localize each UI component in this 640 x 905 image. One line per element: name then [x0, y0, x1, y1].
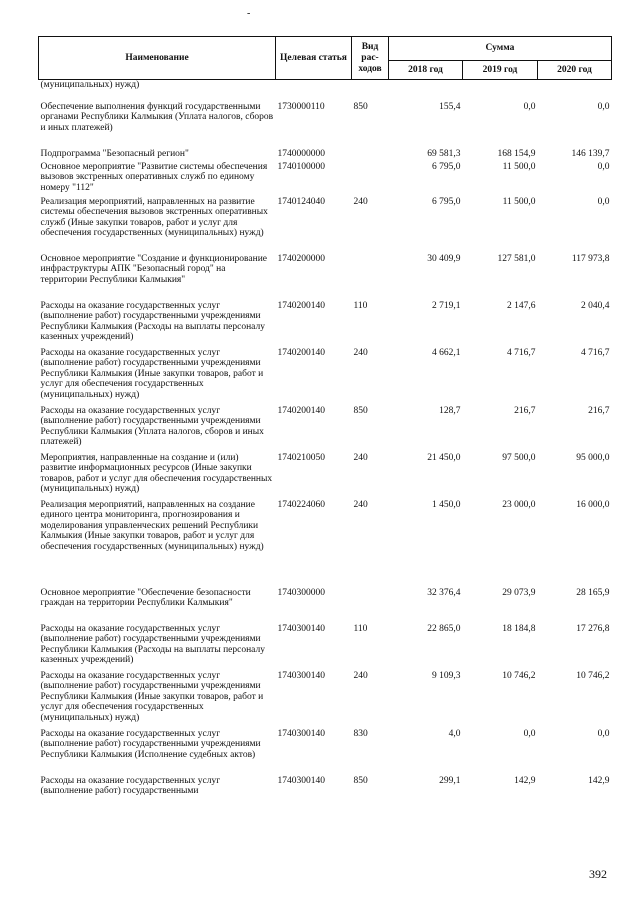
- row-expense-type: [352, 588, 389, 624]
- row-expense-type: 850: [353, 405, 368, 416]
- row-2019: 4 716,7: [507, 347, 536, 358]
- header-year-2020: 2020 год: [538, 61, 612, 80]
- table-row: [39, 254, 612, 301]
- budget-table: [38, 36, 612, 800]
- row-code: 1740210050: [277, 452, 325, 463]
- row-2019: 23 000,0: [502, 499, 536, 510]
- row-name: Мероприятия, направленные на создание и (или) развитие информационных ресурсов (Иные закупки товаров, работ и услуг для обеспечения государственных (муниципальных) нужд): [40, 452, 273, 494]
- row-expense-type: 240: [353, 499, 368, 510]
- row-name: Основное мероприятие "Создание и функционирование инфраструктуры АПК "Безопасный город" на территории Республики Калмыкия": [40, 253, 268, 285]
- table-row: [39, 500, 612, 588]
- row-2020: 2 040,4: [581, 300, 610, 311]
- header-year-2018: 2018 год: [389, 61, 463, 80]
- row-2020: [538, 80, 612, 102]
- row-2018: 6 795,0: [432, 161, 461, 172]
- row-2020: 0,0: [597, 101, 610, 112]
- row-2020: 146 139,7: [571, 148, 610, 159]
- row-2018: 30 409,9: [427, 253, 461, 264]
- row-expense-type: 850: [353, 775, 368, 786]
- row-code: 1740200140: [277, 300, 325, 311]
- top-mark: -: [247, 8, 251, 19]
- row-2019: 29 073,9: [502, 587, 536, 598]
- row-2020: 0,0: [597, 196, 610, 207]
- row-2018: [389, 80, 463, 102]
- row-code: 1740300140: [277, 670, 325, 681]
- row-code: 1740300140: [277, 623, 325, 634]
- row-expense-type: [352, 254, 389, 301]
- row-2019: 10 746,2: [502, 670, 536, 681]
- row-code: 1740200000: [277, 253, 325, 264]
- row-2019: 168 154,9: [497, 148, 536, 159]
- row-2018: 6 795,0: [432, 196, 461, 207]
- row-code: 1740200140: [277, 405, 325, 416]
- row-code: 1740300140: [277, 728, 325, 739]
- row-2018: 128,7: [439, 405, 461, 416]
- row-expense-type: 830: [353, 728, 368, 739]
- row-code: 1740300140: [277, 775, 325, 786]
- row-2018: 2 719,1: [432, 300, 461, 311]
- table-row: [39, 348, 612, 406]
- row-name: Расходы на оказание государственных услуг (выполнение работ) государственными учреждениями Республики Калмыкия (Исполнение судебных актов): [40, 728, 261, 760]
- table-row: [39, 624, 612, 671]
- row-2019: 2 147,6: [507, 300, 536, 311]
- row-expense-type: 240: [353, 452, 368, 463]
- row-name: Реализация мероприятий, направленных на создание единого центра мониторинга, прогнозирования и моделирования управленческих решений Республики Калмыкия (Иные закупки товаров, работ и услуг для обеспечения государственных (муниципальных) нужд): [40, 499, 264, 552]
- row-2020: 95 000,0: [576, 452, 610, 463]
- row-2019: 0,0: [523, 728, 536, 739]
- row-name: Расходы на оказание государственных услуг (выполнение работ) государственными учреждениями Республики Калмыкия (Расходы на выплаты персоналу казенных учреждений): [40, 623, 265, 665]
- row-2018: 69 581,3: [427, 148, 461, 159]
- row-expense-type: 110: [353, 623, 368, 634]
- row-expense-type: [352, 80, 389, 102]
- header-expense-type: Вид рас-ходов: [352, 37, 389, 80]
- table-row: [39, 671, 612, 729]
- table-row: [39, 588, 612, 624]
- header-target-article: Целевая статья: [276, 37, 352, 80]
- row-expense-type: 850: [353, 101, 368, 112]
- row-2019: 0,0: [523, 101, 536, 112]
- row-2019: 11 500,0: [502, 196, 536, 207]
- row-2019: 216,7: [514, 405, 536, 416]
- row-2019: 11 500,0: [502, 161, 536, 172]
- row-2018: 4,0: [448, 728, 461, 739]
- table-row: [39, 149, 612, 162]
- table-row: [39, 301, 612, 348]
- row-code: 1740300000: [277, 587, 325, 598]
- row-code: 1740200140: [277, 347, 325, 358]
- row-2019: [463, 80, 538, 102]
- table-row: [39, 406, 612, 453]
- row-name: (муниципальных) нужд): [40, 80, 140, 90]
- row-name: Расходы на оказание государственных услуг (выполнение работ) государственными: [40, 775, 221, 796]
- row-name: Основное мероприятие "Обеспечение безопасности граждан на территории Республики Калмыкия": [40, 587, 251, 608]
- row-2020: 117 973,8: [571, 253, 610, 264]
- row-2018: 21 450,0: [427, 452, 461, 463]
- row-2018: 1 450,0: [432, 499, 461, 510]
- row-code: 1740000000: [277, 148, 325, 159]
- header-sum: Сумма: [389, 37, 612, 61]
- row-2020: 16 000,0: [576, 499, 610, 510]
- row-2020: 10 746,2: [576, 670, 610, 681]
- row-expense-type: [352, 162, 389, 197]
- row-2019: 127 581,0: [497, 253, 536, 264]
- row-expense-type: 240: [353, 196, 368, 207]
- row-code: 1740124040: [277, 196, 325, 207]
- row-2020: 142,9: [588, 775, 610, 786]
- page-number: 392: [589, 867, 607, 881]
- row-2019: 18 184,8: [502, 623, 536, 634]
- row-2020: 0,0: [597, 728, 610, 739]
- header-name: Наименование: [39, 37, 276, 80]
- row-code: 1740100000: [277, 161, 325, 172]
- row-2018: 32 376,4: [427, 587, 461, 598]
- table-row: [39, 102, 612, 149]
- row-name: Основное мероприятие "Развитие системы обеспечения вызовов экстренных оперативных служб по единому номеру "112": [40, 161, 268, 193]
- row-expense-type: 240: [353, 670, 368, 681]
- row-2020: 28 165,9: [576, 587, 610, 598]
- row-code: 1740224060: [277, 499, 325, 510]
- row-code: [276, 80, 352, 102]
- table-row: [39, 453, 612, 500]
- row-name: Расходы на оказание государственных услуг (выполнение работ) государственными учреждениями Республики Калмыкия (Уплата налогов, сборов и иных платежей): [40, 405, 264, 447]
- row-expense-type: 110: [353, 300, 368, 311]
- row-name: Расходы на оказание государственных услуг (выполнение работ) государственными учреждениями Республики Калмыкия (Иные закупки товаров, работ и услуг для обеспечения государственных (муниципальных) нужд): [40, 347, 264, 400]
- table-row: [39, 197, 612, 254]
- row-2020: 216,7: [588, 405, 610, 416]
- table-row: [39, 729, 612, 776]
- row-name: Реализация мероприятий, направленных на развитие системы обеспечения вызовов экстренных оперативных служб (Иные закупки товаров, работ и услуг для обеспечения государственных (муниципальных) нужд): [40, 196, 268, 238]
- row-2019: 97 500,0: [502, 452, 536, 463]
- table-row: [39, 162, 612, 197]
- row-name: Обеспечение выполнения функций государственными органами Республики Калмыкия (Уплата налогов, сборов и иных платежей): [40, 101, 274, 133]
- row-2020: 0,0: [597, 161, 610, 172]
- row-expense-type: [352, 149, 389, 162]
- row-name: Расходы на оказание государственных услуг (выполнение работ) государственными учреждениями Республики Калмыкия (Иные закупки товаров, работ и услуг для обеспечения государственных (муниципальных) нужд): [40, 670, 264, 723]
- row-2018: 155,4: [439, 101, 461, 112]
- header-year-2019: 2019 год: [463, 61, 538, 80]
- row-2018: 22 865,0: [427, 623, 461, 634]
- row-2018: 299,1: [439, 775, 461, 786]
- row-name: Подпрограмма "Безопасный регион": [40, 148, 189, 159]
- table-row: [39, 776, 612, 800]
- row-name: Расходы на оказание государственных услуг (выполнение работ) государственными учреждениями Республики Калмыкия (Расходы на выплаты персоналу казенных учреждений): [40, 300, 265, 342]
- row-code: 1730000110: [277, 101, 325, 112]
- row-2018: 4 662,1: [432, 347, 461, 358]
- row-2019: 142,9: [514, 775, 536, 786]
- row-2020: 4 716,7: [581, 347, 610, 358]
- row-expense-type: 240: [353, 347, 368, 358]
- table-row: [39, 80, 612, 102]
- row-2018: 9 109,3: [432, 670, 461, 681]
- row-2020: 17 276,8: [576, 623, 610, 634]
